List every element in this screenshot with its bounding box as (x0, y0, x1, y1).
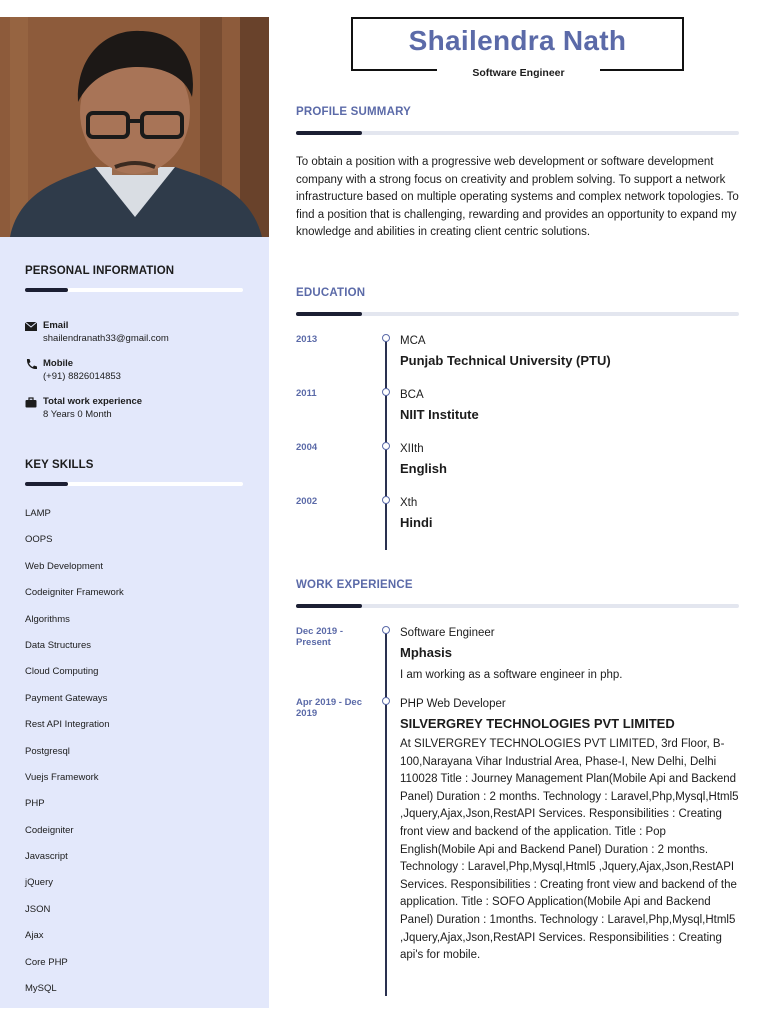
timeline-dot (382, 697, 390, 705)
education-degree: Xth (400, 497, 418, 509)
email-label: Email (43, 320, 69, 331)
education-timeline (296, 334, 739, 550)
work-dates: Apr 2019 - Dec 2019 (296, 697, 363, 719)
skill-item: MySQL (25, 983, 57, 995)
sidebar (0, 17, 269, 1008)
candidate-role: Software Engineer (472, 67, 565, 79)
education-degree: XIIth (400, 443, 424, 455)
skill-item: Vuejs Framework (25, 771, 99, 783)
email-value[interactable]: shailendranath33@gmail.com (43, 333, 169, 344)
timeline-line (385, 630, 387, 996)
timeline-dot (382, 442, 390, 450)
skill-item: jQuery (25, 877, 53, 889)
skill-item: Javascript (25, 851, 68, 863)
candidate-name: Shailendra Nath (408, 25, 627, 56)
education-section (296, 287, 739, 316)
skill-item: Ajax (25, 930, 44, 942)
personal-information-heading: PERSONAL INFORMATION (25, 265, 175, 277)
experience-item (25, 396, 243, 421)
role-label-wrap (437, 63, 600, 79)
work-title: PHP Web Developer (400, 698, 506, 710)
education-degree: BCA (400, 389, 424, 401)
timeline-dot (382, 496, 390, 504)
key-skills-section (25, 459, 243, 1009)
experience-label: Total work experience (43, 396, 143, 407)
work-timeline (296, 626, 739, 996)
work-experience-heading: WORK EXPERIENCE (296, 579, 413, 591)
education-year: 2004 (296, 442, 318, 453)
profile-summary-text: To obtain a position with a progressive web development or software development company with a strong focus on creativity and problem solving. To support a network infrastructure based on multiple operating systems and complex network topologies. To find a position that is challenging, rewarding and provides an opportunity to expand my knowledge and abilities in creating client centric solutions. (296, 156, 739, 239)
education-year: 2013 (296, 334, 318, 345)
education-institution: NIIT Institute (400, 407, 479, 422)
education-heading: EDUCATION (296, 287, 366, 299)
section-divider (296, 131, 739, 135)
skills-list (25, 508, 243, 1009)
skill-item: Postgresql (25, 745, 70, 757)
education-year: 2011 (296, 388, 317, 399)
skill-item: Codeigniter Framework (25, 587, 124, 599)
mobile-item (25, 358, 243, 383)
work-title: Software Engineer (400, 627, 495, 639)
phone-icon (25, 359, 37, 370)
skill-item: Data Structures (25, 639, 91, 651)
profile-summary-section (296, 106, 739, 242)
work-company: Mphasis (400, 645, 453, 660)
timeline-dot (382, 388, 390, 396)
portrait-illustration (0, 17, 269, 237)
work-description: At SILVERGREY TECHNOLOGIES PVT LIMITED, 3rd Floor, B-100,Narayana Vihar Industrial Area, Phase-I, New Delhi, Delhi 110028 Title : Journey Management Plan(Mobile Api and Backend Panel) Duration : 2 months. Technology : Laravel,Php,Mysql,Html5 ,Jquery,Ajax,Json,RestAPI Services. Responsibilities : Creating front view and backend of the application. Title : Pop English(Mobile Api and Backend Panel) Duration : 2 months. Technology : Laravel,Php,Mysql,Html5 ,Jquery,Ajax,Json,RestAPI Services. Responsibilities : Creating front view and backend of the application. Title : SOFO Application(Mobile Api and Backend Panel) Duration : 1months. Technology : Laravel,Php,Mysql,Html5 ,Jquery,Ajax,Json,RestAPI Services. Responsibilities : Creating api's for mobile. (400, 738, 739, 962)
work-experience-section (296, 579, 739, 608)
skill-item: Core PHP (25, 956, 68, 968)
timeline-dot (382, 334, 390, 342)
work-company: SILVERGREY TECHNOLOGIES PVT LIMITED (400, 716, 675, 731)
education-degree: MCA (400, 335, 426, 347)
personal-information-section (25, 265, 243, 434)
name-header (351, 17, 684, 79)
section-divider (25, 288, 243, 292)
profile-photo (0, 17, 269, 237)
briefcase-icon (25, 397, 37, 408)
profile-summary-heading: PROFILE SUMMARY (296, 106, 412, 118)
skill-item: Cloud Computing (25, 666, 99, 678)
key-skills-heading: KEY SKILLS (25, 459, 94, 471)
section-divider (296, 604, 739, 608)
skill-item: Rest API Integration (25, 719, 110, 731)
email-item (25, 320, 243, 345)
section-divider (296, 312, 739, 316)
timeline-dot (382, 626, 390, 634)
skill-item: OOPS (25, 534, 53, 546)
education-year: 2002 (296, 496, 318, 507)
work-dates: Dec 2019 - Present (296, 626, 344, 648)
email-icon (25, 321, 37, 332)
education-institution: English (400, 461, 447, 476)
mobile-label: Mobile (43, 358, 74, 369)
education-institution: Hindi (400, 515, 433, 530)
experience-value: 8 Years 0 Month (43, 409, 112, 420)
skill-item: Web Development (25, 560, 103, 572)
skill-item: LAMP (25, 508, 51, 519)
mobile-value[interactable]: (+91) 8826014853 (43, 371, 121, 382)
skill-item: JSON (25, 903, 51, 915)
section-divider (25, 482, 243, 486)
skill-item: PHP (25, 798, 45, 810)
skill-item: Algorithms (25, 613, 70, 625)
work-description: I am working as a software engineer in php. (400, 669, 623, 681)
skill-item: Codeigniter (25, 824, 74, 836)
education-institution: Punjab Technical University (PTU) (400, 353, 611, 368)
skill-item: Payment Gateways (25, 692, 108, 704)
